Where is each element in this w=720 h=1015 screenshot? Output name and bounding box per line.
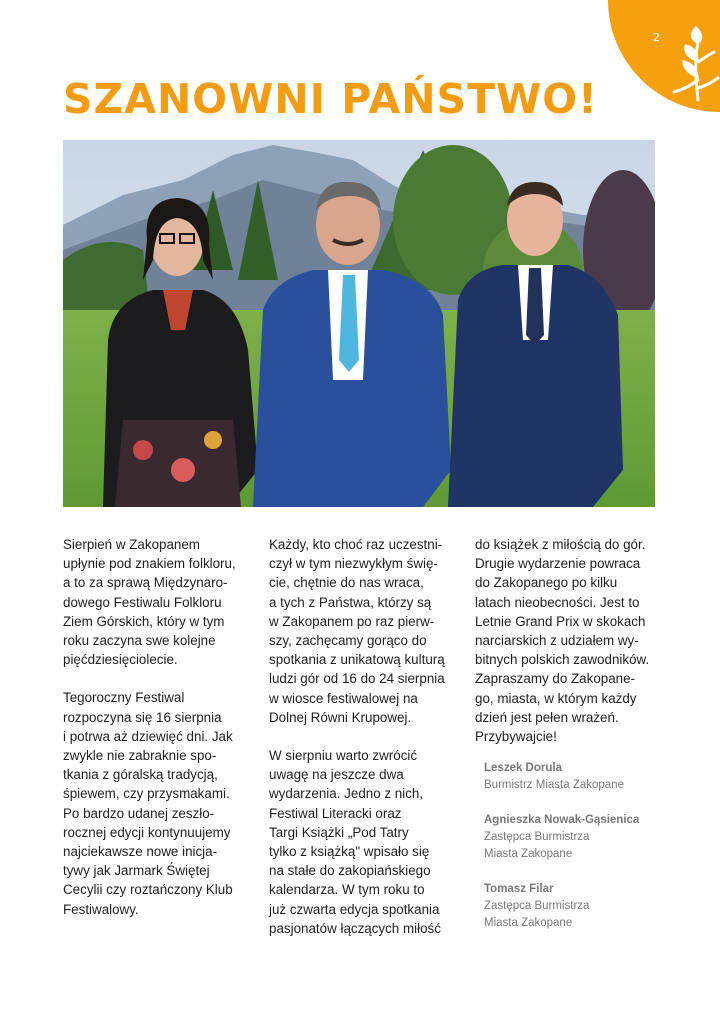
signature-role: Burmistrz Miasta Zakopane (484, 779, 624, 791)
corner-decoration (602, 0, 720, 112)
signature-name: Agnieszka Nowak-Gąsienica (484, 814, 640, 826)
text-column-3 (475, 535, 660, 765)
signature-name: Tomasz Filar (484, 883, 554, 895)
signature (484, 881, 684, 932)
group-portrait-photo (63, 140, 655, 507)
paragraph: W sierpniu warto zwrócić uwagę na jeszcze dwa wydarzenia. Jedno z nich, Festiwal Literacki oraz Targi Książki „Pod Tatry tylko z książką" wpisało się na stałe do zakopiańskiego kalendarza. W tym roku to już czwarta edycja spotkania pasjonatów łączących miłość (269, 748, 441, 936)
page-number: 2 (653, 31, 660, 44)
signatures (484, 760, 684, 950)
text-column-2 (269, 535, 459, 957)
text-column-1 (63, 535, 253, 938)
paragraph: do książek z miłością do gór. Drugie wydarzenie powraca do Zakopanego po kilku latach nieobecności. Jest to Letnie Grand Prix w skokach narciarskich z udziałem wy- bitnych polskich zawodników. Zapraszamy do Zakopane- go, miasta, w którym każdy dzień jest pełen wrażeń. Przybywajcie! (475, 537, 650, 745)
signature-role: Zastępca Burmistrza Miasta Zakopane (484, 831, 590, 860)
paragraph: Sierpień w Zakopanem upłynie pod znakiem folkloru, a to za sprawą Międzynaro- dowego Festiwalu Folkloru Ziem Górskich, który w tym roku zaczyna swe kolejne pięćdziesięciolecie. (63, 537, 236, 668)
paragraph: Tegoroczny Festiwal rozpoczyna się 16 sierpnia i potrwa aż dziewięć dni. Jak zwykle nie zabraknie spo- tkania z góralską tradycją, śpiewem, czy przysmakami. Po bardzo udanej zeszło- rocznej edycji kontynuujemy najciekawsze nowe inicja- tywy jak Jarmark Świętej Cecylii czy roztańczony Klub Festiwalowy. (63, 690, 233, 917)
signature-name: Leszek Dorula (484, 762, 562, 774)
paragraph: Każdy, kto choć raz uczestni- czył w tym niezwykłym świę- cie, chętnie do nas wraca, a tych z Państwa, którzy są w Zakopanem po raz pierw- szy, zachęcamy gorąco do spotkania z unikatową kulturą ludzi gór od 16 do 24 sierpnia w wiosce festiwalowej na Dolnej Równi Krupowej. (269, 537, 445, 725)
signature (484, 760, 684, 794)
signature-role: Zastępca Burmistrza Miasta Zakopane (484, 900, 590, 929)
signature (484, 812, 684, 863)
page-title: SZANOWNI PAŃSTWO! (63, 75, 598, 123)
